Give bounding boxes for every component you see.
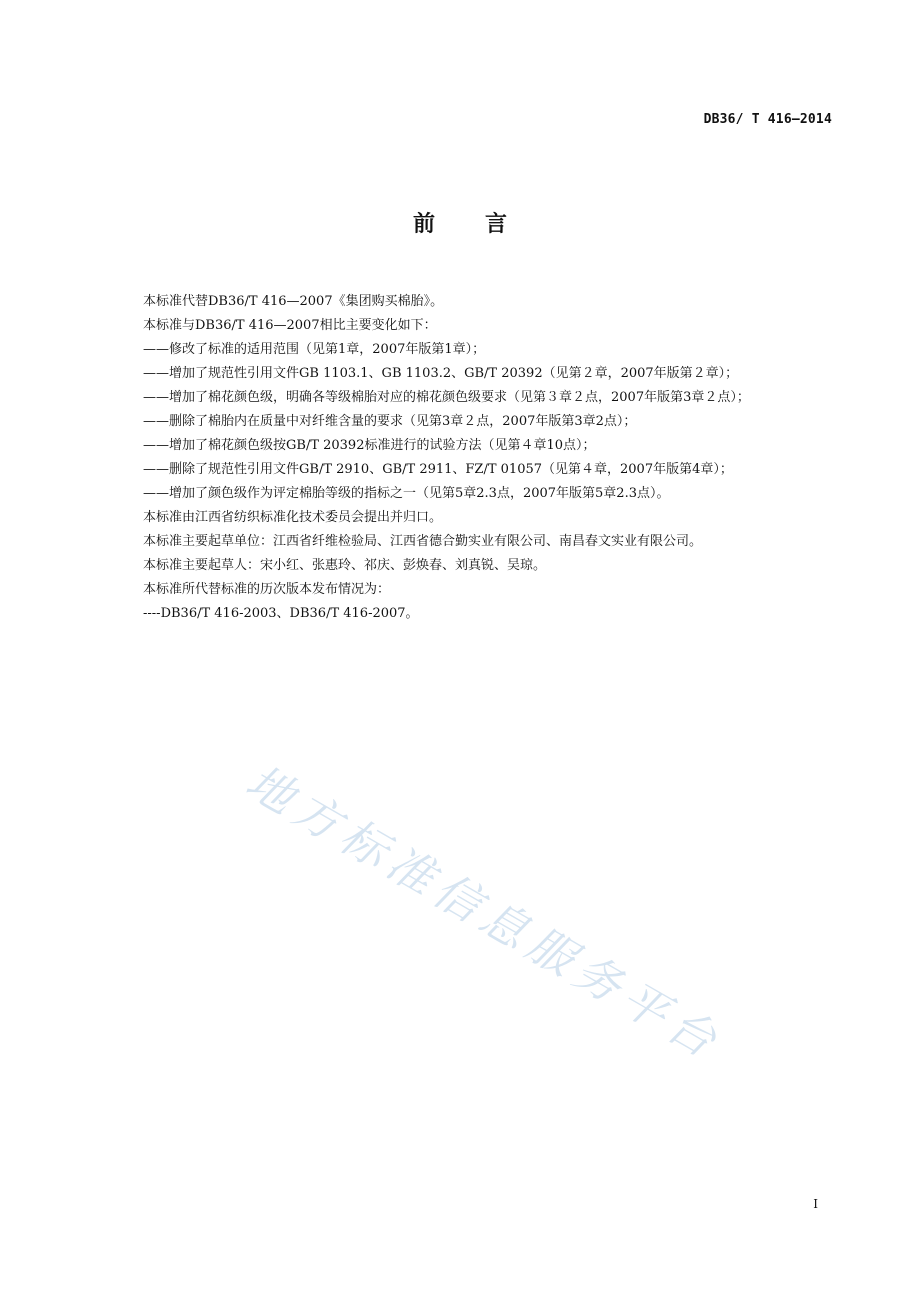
page-number: I: [813, 1197, 818, 1211]
paragraph-changes-intro: 本标准与DB36/T 416—2007相比主要变化如下：: [143, 318, 437, 333]
change-item: ——删除了棉胎内在质量中对纤维含量的要求（见第3章２点，2007年版第3章2点）；: [143, 414, 637, 429]
change-item: ——增加了棉花颜色级，明确各等级棉胎对应的棉花颜色级要求（见第３章２点，2007年版第3章２点）；: [143, 390, 750, 405]
paragraph-drafters: 本标准主要起草人：宋小红、张惠玲、祁庆、彭焕春、刘真锐、吴琼。: [143, 558, 547, 573]
change-item: ——增加了颜色级作为评定棉胎等级的指标之一（见第5章2.3点，2007年版第5章2.3点）。: [143, 486, 670, 501]
paragraph-replacement: 本标准代替DB36/T 416—2007《集团购买棉胎》。: [143, 294, 444, 309]
change-item: ——修改了标准的适用范围（见第1章，2007年版第1章）；: [143, 342, 486, 357]
paragraph-version-history: ----DB36/T 416-2003、DB36/T 416-2007。: [143, 606, 419, 621]
change-item: ——增加了棉花颜色级按GB/T 20392标准进行的试验方法（见第４章10点）；: [143, 438, 596, 453]
standard-code: DB36/ T 416—2014: [703, 112, 832, 127]
paragraph-proposer: 本标准由江西省纺织标准化技术委员会提出并归口。: [143, 510, 443, 525]
change-item: ——增加了规范性引用文件GB 1103.1、GB 1103.2、GB/T 20392（见第２章，2007年版第２章）；: [143, 366, 739, 381]
paragraph-version-history-intro: 本标准所代替标准的历次版本发布情况为：: [143, 582, 391, 597]
page-title: 前言: [412, 212, 557, 237]
watermark: 地方标准信息服务平台: [237, 754, 732, 1071]
foreword-body: [113, 290, 838, 626]
paragraph-drafting-units: 本标准主要起草单位：江西省纤维检验局、江西省德合勤实业有限公司、南昌春文实业有限公司。: [143, 534, 703, 549]
change-item: ——删除了规范性引用文件GB/T 2910、GB/T 2911、FZ/T 01057（见第４章，2007年版第4章）；: [143, 462, 733, 477]
